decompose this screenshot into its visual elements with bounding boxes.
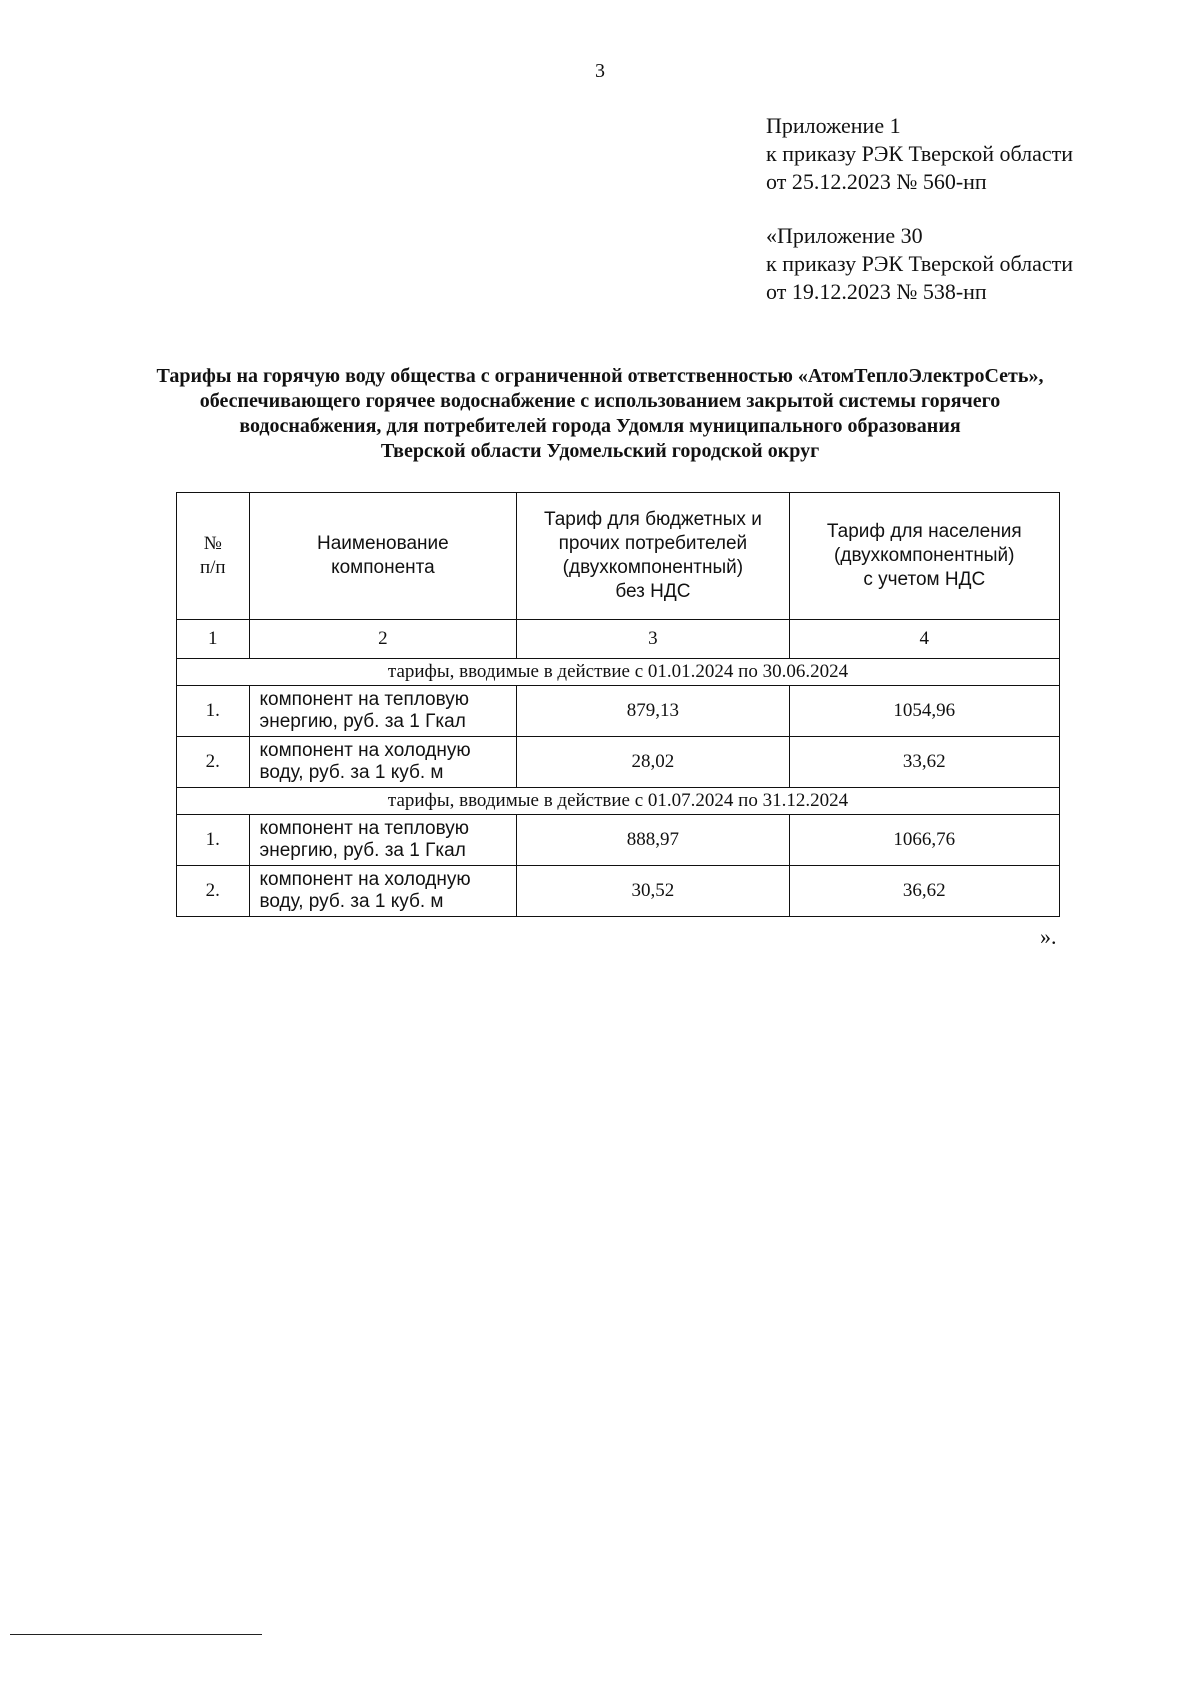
population-tariff-value: 1066,76	[789, 815, 1059, 866]
header-population-tariff	[789, 493, 1059, 620]
header-number-line2: п/п	[199, 557, 226, 578]
component-name-line2: энергию, руб. за 1 Гкал	[259, 711, 466, 732]
header-budget-line4: без НДС	[615, 581, 691, 602]
population-tariff-value: 33,62	[789, 737, 1059, 788]
header-budget-line3: (двухкомпонентный)	[562, 557, 744, 578]
component-name	[249, 815, 517, 866]
header-number	[177, 493, 250, 620]
component-name-line1: компонент на тепловую	[259, 689, 470, 710]
page-number: 3	[595, 60, 605, 82]
header-budget-line2: прочих потребителей	[558, 533, 748, 554]
column-number-row	[177, 620, 1060, 659]
budget-tariff-value: 888,97	[517, 815, 789, 866]
column-number: 3	[517, 620, 789, 659]
header-budget-line1: Тариф для бюджетных и	[543, 509, 762, 530]
budget-tariff-value: 28,02	[517, 737, 789, 788]
component-name	[249, 866, 517, 917]
title-line1: Тарифы на горячую воду общества с ограниченной ответственностью «АтомТеплоЭлектроСеть»,	[156, 365, 1044, 387]
appendix-1-line1: Приложение 1	[766, 113, 901, 138]
column-number: 2	[249, 620, 517, 659]
table-row	[177, 815, 1060, 866]
title-line2: обеспечивающего горячее водоснабжение с использованием закрытой системы горячего	[199, 390, 1001, 412]
title-line3: водоснабжения, для потребителей города Удомля муниципального образования	[239, 415, 961, 437]
component-name-line2: воду, руб. за 1 куб. м	[259, 762, 444, 783]
table-row	[177, 737, 1060, 788]
header-pop-line2: (двухкомпонентный)	[834, 545, 1015, 566]
appendix-1-line3: от 25.12.2023 № 560-нп	[766, 169, 987, 194]
appendix-30-reference	[766, 222, 1073, 306]
appendix-30-line1: «Приложение 30	[766, 223, 923, 248]
document-title	[100, 364, 1100, 464]
component-name-line1: компонент на холодную	[259, 869, 471, 890]
budget-tariff-value: 30,52	[517, 866, 789, 917]
appendix-30-line2: к приказу РЭК Тверской области	[766, 251, 1074, 276]
header-number-line1: №	[203, 533, 222, 554]
population-tariff-value: 36,62	[789, 866, 1059, 917]
row-number: 2.	[177, 866, 250, 917]
component-name-line1: компонент на холодную	[259, 740, 471, 761]
column-number: 4	[789, 620, 1059, 659]
component-name	[249, 686, 517, 737]
table-row	[177, 866, 1060, 917]
row-number: 2.	[177, 737, 250, 788]
header-pop-line3: с учетом НДС	[863, 569, 986, 590]
period-label: тарифы, вводимые в действие с 01.01.2024 по 30.06.2024	[177, 659, 1060, 686]
period-label: тарифы, вводимые в действие с 01.07.2024 по 31.12.2024	[177, 788, 1060, 815]
row-number: 1.	[177, 815, 250, 866]
period-row	[177, 788, 1060, 815]
period-row	[177, 659, 1060, 686]
budget-tariff-value: 879,13	[517, 686, 789, 737]
table-row	[177, 686, 1060, 737]
tariff-table	[176, 492, 1060, 917]
component-name	[249, 737, 517, 788]
column-number: 1	[177, 620, 250, 659]
header-name-line2: компонента	[331, 557, 435, 578]
footer-divider	[10, 1634, 262, 1635]
table-header-row	[177, 493, 1060, 620]
appendix-1-line2: к приказу РЭК Тверской области	[766, 141, 1074, 166]
component-name-line2: энергию, руб. за 1 Гкал	[259, 840, 466, 861]
appendix-30-line3: от 19.12.2023 № 538-нп	[766, 279, 987, 304]
title-line4: Тверской области Удомельский городской округ	[380, 440, 820, 462]
population-tariff-value: 1054,96	[789, 686, 1059, 737]
header-pop-line1: Тариф для населения	[826, 521, 1022, 542]
row-number: 1.	[177, 686, 250, 737]
appendix-1-reference	[766, 112, 1073, 196]
component-name-line1: компонент на тепловую	[259, 818, 470, 839]
header-budget-tariff	[517, 493, 789, 620]
component-name-line2: воду, руб. за 1 куб. м	[259, 891, 444, 912]
header-name-line1: Наименование	[317, 533, 449, 554]
closing-quote: ».	[1040, 924, 1057, 949]
header-component-name	[249, 493, 517, 620]
